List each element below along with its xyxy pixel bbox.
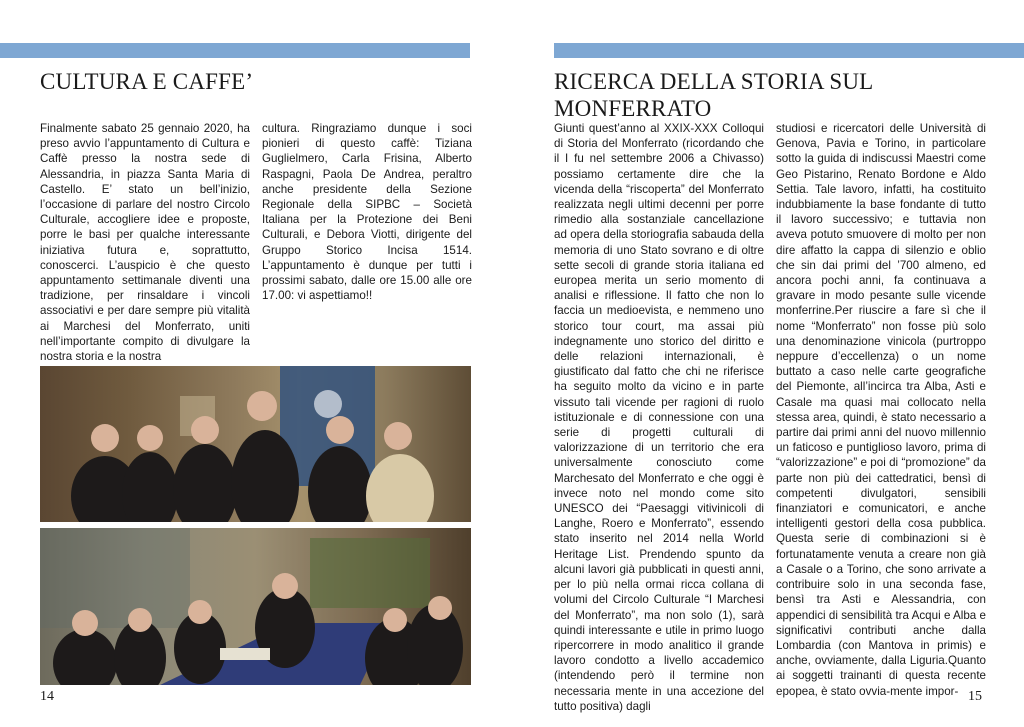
left-column-1 — [40, 121, 250, 364]
left-page-number: 14 — [40, 689, 54, 704]
left-column-2-text: cultura. Ringraziamo dunque i soci pionieri di questo caffè: Tiziana Guglielmero, Carla Frisina, Alberto Raspagni, Paola De Andrea, peraltro anche presidente della Sezione Regionale della SIPBC – Società Italiana per la Protezione dei Beni Culturali, e Debora Viotti, dirigente del Gruppo Storico Incisa 1514. L’appuntamento è dunque per tutti i prossimi sabato, dalle ore 15.00 alle ore 17.00: vi aspettiamo!! — [262, 122, 472, 303]
right-column-2 — [776, 121, 986, 699]
right-page-title: RICERCA DELLA STORIA SUL MONFERRATO — [554, 69, 873, 121]
left-page-title: CULTURA E CAFFE’ — [40, 69, 254, 94]
right-page-number: 15 — [968, 689, 982, 704]
left-column-2 — [262, 121, 472, 303]
right-column-2-text: studiosi e ricercatori delle Università di Genova, Pavia e Torino, in particolare sotto la guida di indiscussi Maestri come Geo Pistarino, Renato Bordone e Aldo Settia. Tale lavoro, infatti, ha costituito indubbiamente la base fondante di tutto il lavoro successivo; e tuttavia non aveva potuto smuovere di molto per non dire affatto la cappa di silenzio e oblio che sin dai primi del ’700 almeno, ed ancora pochi anni, fa continuava a gravare in modo pesante sulle vicende monferrine.Per riuscire a fare sì che il nome “Monferrato” non fosse più solo una denominazione vinicola (purtroppo neppure d’eccellenza) o un nome buttato a caso nelle carte geografiche del Piemonte, all’incirca tra Alba, Asti e Casale ma quasi mai collocato nella stessa area, quindi, è stato necessario a partire dai primi anni del nuovo millennio un faticoso e puntiglioso lavoro, prima di “valorizzazione” e poi di “promozione” da parte non più dei cattedratici, bensì di competenti divulgatori, sensibili finanziatori e comunicatori, e anche intelligenti gestori della cosa pubblica. Questa serie di combinazioni si è fortunatamente venuta a creare non già a Casale o a Torino, che sono arrivate a contribuire solo in una seconda fase, bensì tra Asti e Alessandria, con appendici di sensibilità tra Acqui e Alba e significativi contributi anche dalla Lombardia (con Mantova in primis) e anche, ovviamente, dalla Liguria.Quanto ai soggetti trainanti di questa recente epopea, è stato ovvia-mente impor- — [776, 122, 986, 698]
group-photo — [40, 366, 471, 522]
right-column-1 — [554, 121, 764, 714]
left-header-bar — [0, 43, 470, 58]
right-header-bar — [554, 43, 1024, 58]
left-column-1-text: Finalmente sabato 25 gennaio 2020, ha preso avvio l’appuntamento di Cultura e Caffè presso la nostra sede di Alessandria, in piazza Santa Maria di Castello. E’ stato un bell’inizio, l’occasione di parlare del nostro Circolo Culturale, accogliere idee e proposte, porre le basi per qualche interessante iniziativa futura e, soprattutto, conoscerci. L’auspicio è che questo appuntamento settimanale diventi una tradizione, per rinsaldare i vincoli associativi e per dare sempre più vitalità ai Marchesi del Monferrato, uniti nell’importante compito di divulgare la nostra storia e la nostra — [40, 122, 250, 364]
meeting-photo — [40, 528, 471, 685]
right-column-1-text: Giunti quest’anno al XXIX-XXX Colloqui di Storia del Monferrato (ricordando che il I fu nel settembre 2006 a Chivasso) possiamo certamente dire che la vicenda della “riscoperta” del Monferrato realizzata negli ultimi decenni per porre rimedio alla sostanziale cancellazione ad opera della storiografia sabauda della memoria di uno Stato sovrano e di oltre sette secoli di grande storia italiana ed europea merita un serio momento di analisi e riflessione. Il fatto che non lo faccia un medioevista, e nemmeno uno storico tour court, ma assai più indegnamente uno storico del diritto e delle relazioni internazionali, è giustificato dal fatto che chi ne riferisce ha seguito molto da vicino e in parte vissuto tali vicende per ragioni di ruolo istituzionale e di connessione con una serie di progetti culturali di valorizzazione di un territorio che era universalmente conosciuto come Marchesato del Monferrato e che oggi è invece noto nel mondo come sito UNESCO dei “Paesaggi vitivinicoli di Langhe, Roero e Monferrato”, essendo stato inserito nel 2014 nella World Heritage List. Prendendo spunto da alcuni lavori già pubblicati in questi anni, per lo più nella ormai ricca collana di volumi del Circolo Culturale “I Marchesi del Monferrato”, ma non solo (1), sarà quindi interessante e utile in primo luogo ripercorrere in modo analitico il grande lavoro condotto a livello accademico (intendendo però il termine non necessaria mente in una accezione del tutto positiva) dagli — [554, 122, 764, 713]
